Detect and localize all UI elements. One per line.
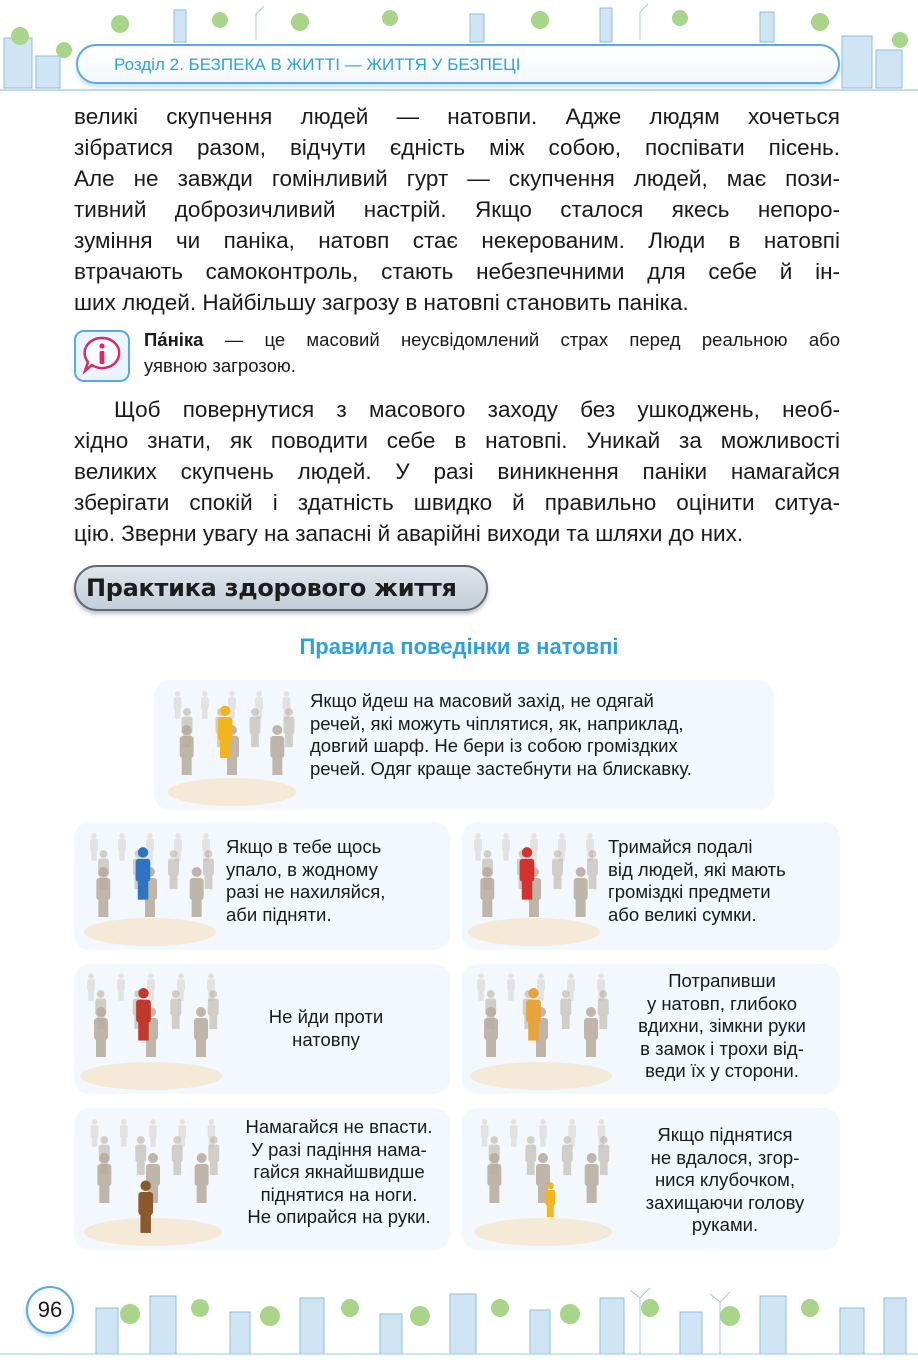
rule-line: гайся якнайшвидше — [253, 1161, 425, 1182]
crowd-illustration — [466, 966, 616, 1090]
crowd-illustration — [470, 1112, 616, 1246]
rule-line: У разі падіння нама- — [251, 1138, 427, 1160]
rule-line: піднятися на ноги. — [260, 1183, 418, 1205]
chapter-title: БЕЗПЕКА В ЖИТТІ — ЖИТТЯ У БЕЗПЕЦІ — [188, 55, 521, 74]
crowd-illustration — [76, 966, 226, 1090]
rules-title: Правила поведінки в натовпі — [299, 634, 619, 659]
rule-line: Не йди проти — [268, 1006, 384, 1027]
text-line: зібратися разом, відчути єдність між собою, поспівати пісень. — [74, 135, 840, 160]
rule-text-6 — [226, 1116, 452, 1229]
rule-line: довгий шарф. Не бери із собою громіздких — [310, 735, 678, 756]
rule-line: Якщо піднятися — [657, 1124, 793, 1145]
rule-line: Потрапивши — [668, 970, 776, 991]
rule-line: Якщо в тебе щось — [226, 836, 382, 857]
rule-line: в замок і трохи від- — [640, 1037, 804, 1059]
rule-line: від людей, які мають — [608, 858, 786, 880]
rule-line: веди їх у сторони. — [645, 1060, 799, 1081]
rule-text-7 — [620, 1124, 830, 1237]
crowd-illustration — [164, 684, 300, 806]
rule-line: не вдалося, згор- — [650, 1146, 800, 1168]
rule-line: руками. — [691, 1214, 759, 1235]
text-line: Щоб повернутися з масового заходу без ушкоджень, необ- — [114, 397, 840, 422]
rule-line: аби підняти. — [226, 903, 332, 925]
footer-city-decoration — [0, 1268, 918, 1360]
text-line: зуміння чи паніка, натовп стає некерованим. Люди в натовпі — [74, 228, 840, 253]
text-line: великі скупчення людей — натовпи. Адже людям хочеться — [74, 104, 840, 129]
definition-term: Па́ніка — [144, 329, 204, 350]
definition-panic — [144, 327, 840, 379]
definition-text: — це масовий неусвідомлений страх перед реальною або — [203, 329, 840, 350]
definition-text-line2: уявною загрозою. — [144, 355, 296, 376]
rule-text-2 — [226, 836, 446, 926]
info-icon — [74, 330, 130, 382]
chapter-label: Розділ 2. — [114, 55, 184, 74]
crowd-illustration — [80, 1112, 226, 1246]
rule-text-3 — [608, 836, 836, 926]
rule-text-4 — [240, 1006, 412, 1051]
text-line: хідно знати, як поводити себе в натовпі. Уникай за можливості — [74, 428, 840, 453]
rule-line: Якщо йдеш на масовий захід, не одягай — [310, 690, 654, 711]
text-line: ших людей. Найбільшу загрозу в натовпі становить паніка. — [74, 290, 689, 315]
rule-line: Тримайся подалі — [608, 836, 753, 857]
text-line: тивний доброзичливий настрій. Якщо сталося якесь непоро- — [74, 197, 840, 222]
page-number: 96 — [26, 1286, 74, 1334]
rule-line: Намагайся не впасти. — [245, 1116, 433, 1137]
rule-line: речей. Одяг краще застебнути на блискавку. — [310, 757, 692, 779]
rule-line: разі не нахиляйся, — [226, 881, 386, 902]
text-line: Але не завжди гомінливий гурт — скупчення людей, має пози- — [74, 166, 840, 191]
rule-line: або великі сумки. — [608, 903, 757, 925]
paragraph-intro — [74, 101, 840, 318]
section-title: Практика здорового життя — [86, 574, 457, 602]
chapter-header — [114, 55, 520, 75]
rule-text-5 — [616, 970, 828, 1083]
rule-line: упало, в жодному — [226, 858, 378, 880]
rule-line: натовпу — [292, 1028, 360, 1050]
rule-line: нися клубочком, — [654, 1169, 796, 1190]
rule-line: захищаючи голову — [645, 1191, 805, 1213]
paragraph-advice — [74, 394, 840, 549]
rule-line: вдихни, зімкни руки — [638, 1015, 806, 1036]
text-line: великих скупчень людей. У разі виникнення паніки намагайся — [74, 459, 840, 484]
text-line: втрачають самоконтроль, стають небезпечними для себе й ін- — [74, 259, 840, 284]
rule-line: громіздкі предмети — [608, 881, 771, 902]
rule-line: речей, які можуть чіплятися, як, наприклад, — [310, 712, 684, 734]
rule-line: Не опирайся на руки. — [247, 1206, 431, 1227]
rule-text-1 — [310, 690, 766, 780]
rule-line: у натовп, глибоко — [646, 992, 798, 1014]
crowd-illustration — [464, 826, 604, 946]
crowd-illustration — [80, 826, 220, 946]
text-line: цію. Зверни увагу на запасні й аварійні виходи та шляхи до них. — [74, 521, 744, 546]
text-line: зберігати спокій і здатність швидко й правильно оцінити ситуа- — [74, 490, 840, 515]
